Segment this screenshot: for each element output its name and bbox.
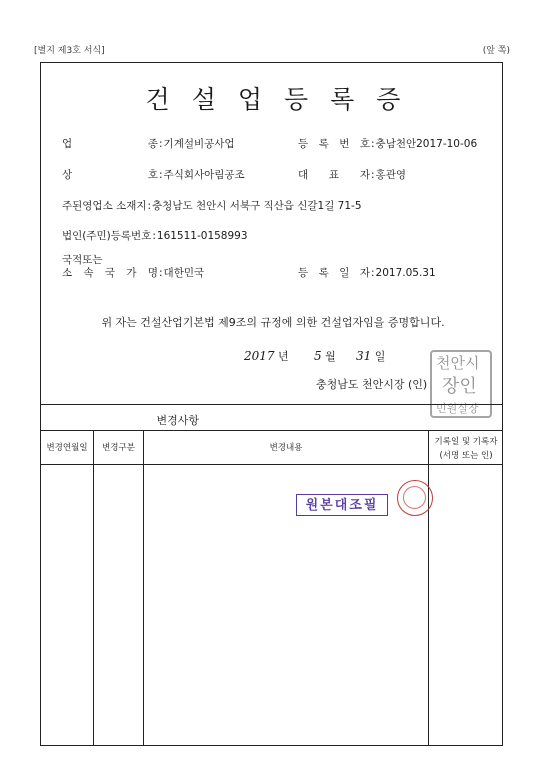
corporate-number-value: 161511-0158993 xyxy=(156,230,248,242)
changes-title-text: 변경사항 xyxy=(156,414,200,427)
certified-copy-stamp: 원본대조필 xyxy=(296,494,388,516)
registration-number-value: 충남천안2017-10-06 xyxy=(375,138,478,150)
column-header-change-content: 변경내용 xyxy=(269,443,303,453)
changes-title xyxy=(40,412,503,428)
column-header-recorder-note: (서명 또는 인) xyxy=(439,451,493,461)
red-seal-inner-ring xyxy=(403,486,426,509)
column-divider-2 xyxy=(143,430,144,746)
field-corporate-number: 법인(주민)등록번호:161511-0158993 xyxy=(62,230,248,242)
column-header-recorder: 기록일 및 기록자 xyxy=(434,437,498,447)
table-title-divider xyxy=(40,430,503,431)
table-header-divider xyxy=(40,464,503,465)
table-top-border xyxy=(40,404,503,405)
office-address-value: 충청남도 천안시 서북구 직산읍 신갈1길 71-5 xyxy=(152,200,362,212)
company-name-label: 상 호 xyxy=(62,169,158,181)
issue-year-unit: 년 xyxy=(278,350,289,363)
certification-statement: 위 자는 건설산업기본법 제9조의 규정에 의한 건설업자임을 증명합니다. xyxy=(101,316,445,329)
field-nationality: 소 속 국 가 명:대한민국 xyxy=(62,267,205,279)
field-registration-number: 등 록 번 호:충남천안2017-10-06 xyxy=(298,138,478,150)
nationality-label-line1: 국적또는 xyxy=(62,254,103,266)
red-circular-seal xyxy=(397,480,433,516)
nationality-value: 대한민국 xyxy=(163,267,205,279)
issue-month-unit: 월 xyxy=(325,350,336,363)
registration-date-label: 등 록 일 자 xyxy=(298,267,370,279)
office-address-label: 주된영업소 소재지 xyxy=(62,200,147,212)
registration-number-label: 등 록 번 호 xyxy=(298,138,370,150)
field-office-address: 주된영업소 소재지:충청남도 천안시 서북구 직산읍 신갈1길 71-5 xyxy=(62,200,362,212)
issuer-seal-mark: (인) xyxy=(408,378,428,391)
corporate-number-label: 법인(주민)등록번호 xyxy=(62,230,152,242)
issue-month xyxy=(314,348,336,364)
issuer-name: 충청남도 천안시장 xyxy=(316,378,405,391)
field-representative: 대 표 자:홍관영 xyxy=(298,169,406,181)
issue-day-unit: 일 xyxy=(374,350,386,363)
column-header-change-date: 변경연월일 xyxy=(46,443,88,453)
field-registration-date: 등 록 일 자:2017.05.31 xyxy=(298,267,436,279)
nationality-label: 소 속 국 가 명 xyxy=(62,267,158,279)
issue-day xyxy=(356,348,385,364)
issue-year xyxy=(244,348,289,364)
issuer-line xyxy=(316,376,427,392)
registration-date-value: 2017.05.31 xyxy=(375,267,436,279)
column-divider-3 xyxy=(428,430,429,746)
field-business-type: 업 종:기계설비공사업 xyxy=(62,138,235,150)
field-company-name: 상 호:주식회사아림공조 xyxy=(62,169,245,181)
page-side-label: (앞 쪽) xyxy=(482,46,510,56)
column-header-change-type: 변경구분 xyxy=(102,443,135,453)
document-title: 건설업등록증 xyxy=(145,85,423,114)
issue-day-value: 31 xyxy=(356,349,372,363)
seal-text-line2: 장인 xyxy=(442,376,477,397)
issue-year-value: 2017 xyxy=(244,349,275,363)
business-type-label: 업 종 xyxy=(62,138,158,150)
representative-label: 대 표 자 xyxy=(298,169,370,181)
issue-month-value: 5 xyxy=(314,349,322,363)
seal-text-line1: 천안시 xyxy=(436,354,480,372)
company-name-value: 주식회사아림공조 xyxy=(163,169,245,181)
seal-text-line3: 민원실장 xyxy=(436,402,479,415)
representative-value: 홍관영 xyxy=(375,169,406,181)
business-type-value: 기계설비공사업 xyxy=(163,138,235,150)
form-number: [별지 제3호 서식] xyxy=(34,46,105,56)
column-divider-1 xyxy=(93,430,94,746)
